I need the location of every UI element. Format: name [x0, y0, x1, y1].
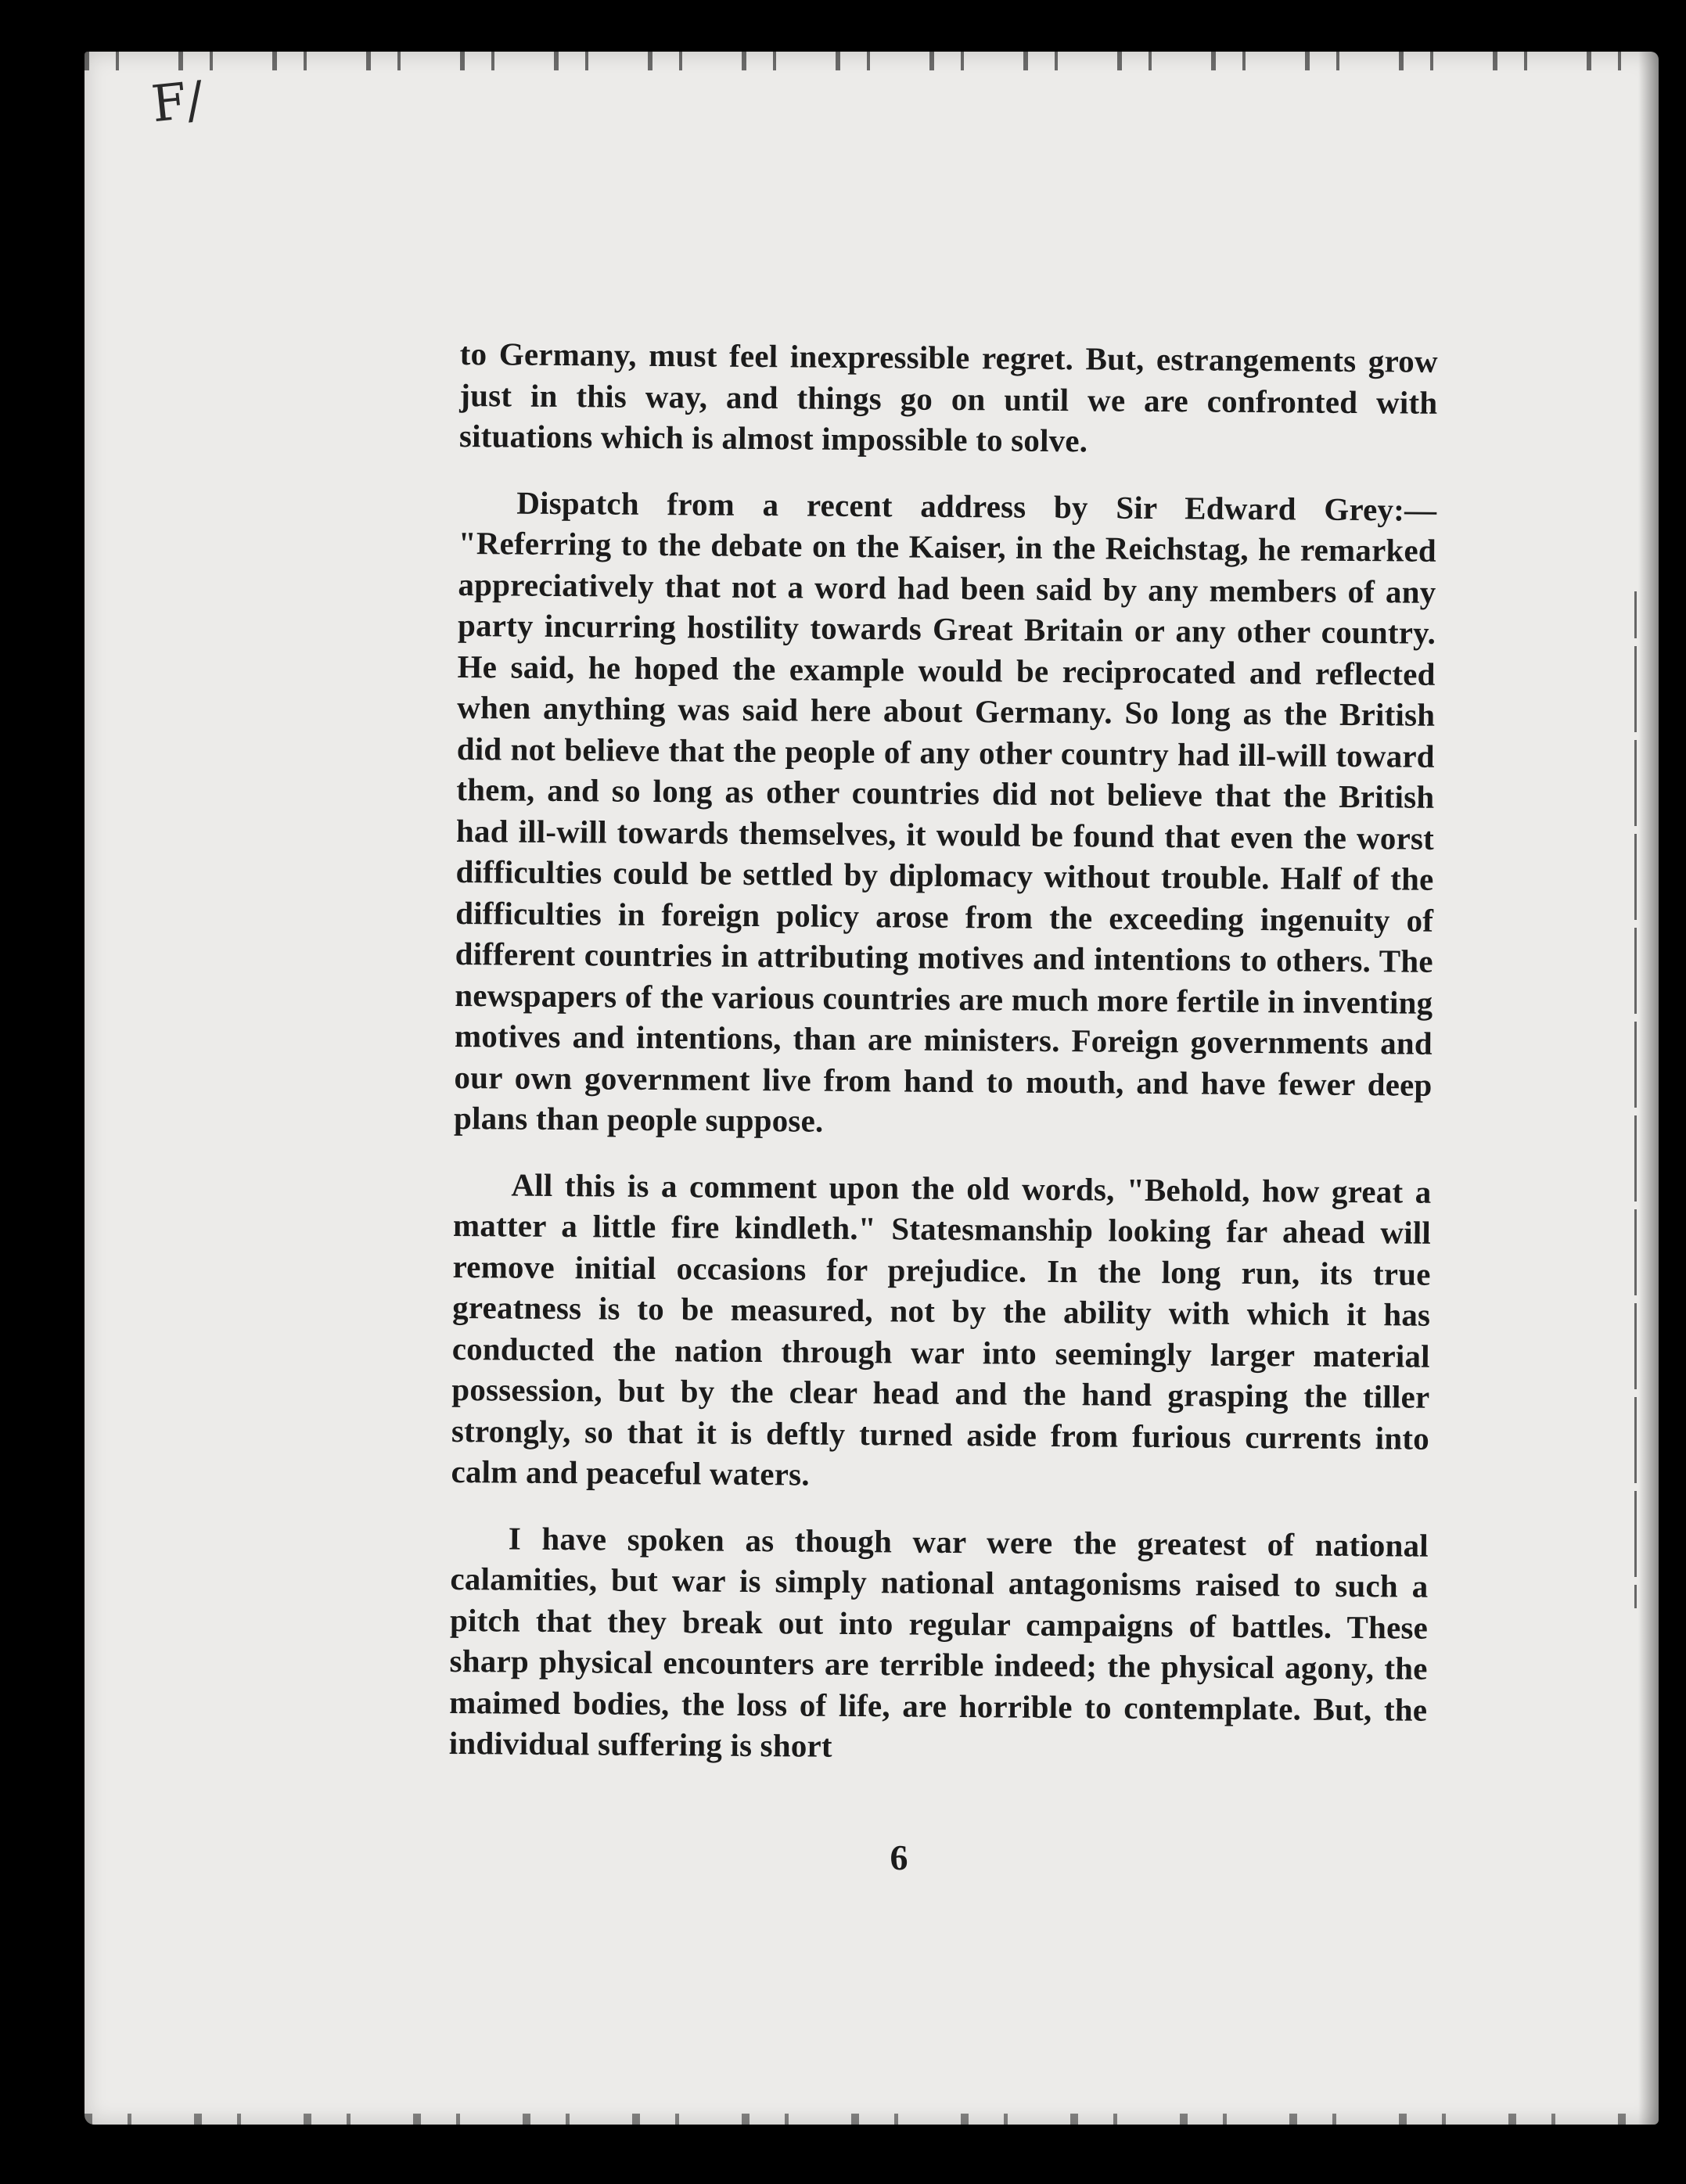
paragraph-continuation: to Germany, must feel inexpressible regret. But, estrangements grow just in this way, and things go on until we are confronted with situations which is almost impossible to solve.: [458, 335, 1438, 459]
paragraph-grey-dispatch: Dispatch from a recent address by Sir Edward Grey:— "Referring to the debate on the Kaiser, in the Reichstag, he remarked appreciatively that not a word had been said by any members of any party incurring hostility towards Great Britain or any other country. He said, he hoped the example would be reciprocated and reflected when anything was said here about Germany. So long as the British did not believe that the people of any other country had ill-will toward them, and so long as other countries did not believe that the British had ill-will towards themselves, it would be found that even the worst difficulties could be settled by diplomacy without trouble. Half of the difficulties in foreign policy arose from the exceeding ingenuity of different countries in attributing motives and intentions to others. The newspapers of the various countries are much more fertile in inventing motives and intentions, than are ministers. Foreign governments and our own government live from hand to mouth, and have fewer deep plans than people suppose.: [453, 484, 1437, 1139]
paragraph-war-calamities: I have spoken as though war were the greatest of national calamities, but war is simply national antagonisms raised to such a pitch that they break out into regular campaigns of battles. These sharp physical encounters are terrible indeed; the physical agony, the maimed bodies, the loss of life, are horrible to contemplate. But, the individual suffering is short: [448, 1520, 1429, 1764]
torn-top-edge: [84, 47, 1659, 70]
body-text: [448, 333, 1438, 1796]
torn-bottom-edge: [84, 2114, 1659, 2131]
handwritten-corner-mark: F/: [149, 70, 207, 135]
page-number: 6: [890, 1837, 908, 1877]
page-fold-shadow: [1638, 52, 1659, 2125]
paragraph-statesmanship: All this is a comment upon the old words, "Behold, how great a matter a little fire kindleth." Statesmanship looking far ahead will remove initial occasions for prejudice. In the long run, its true greatness is to be measured, not by the ability with which it has conducted the nation through war into seemingly larger material possession, but by the clear head and the hand grasping the tiller strongly, so that it is deftly turned aside from furious currents into calm and peaceful waters.: [451, 1166, 1432, 1493]
binding-stitch-line: [1634, 591, 1637, 1608]
paper-sheet: [84, 52, 1659, 2125]
